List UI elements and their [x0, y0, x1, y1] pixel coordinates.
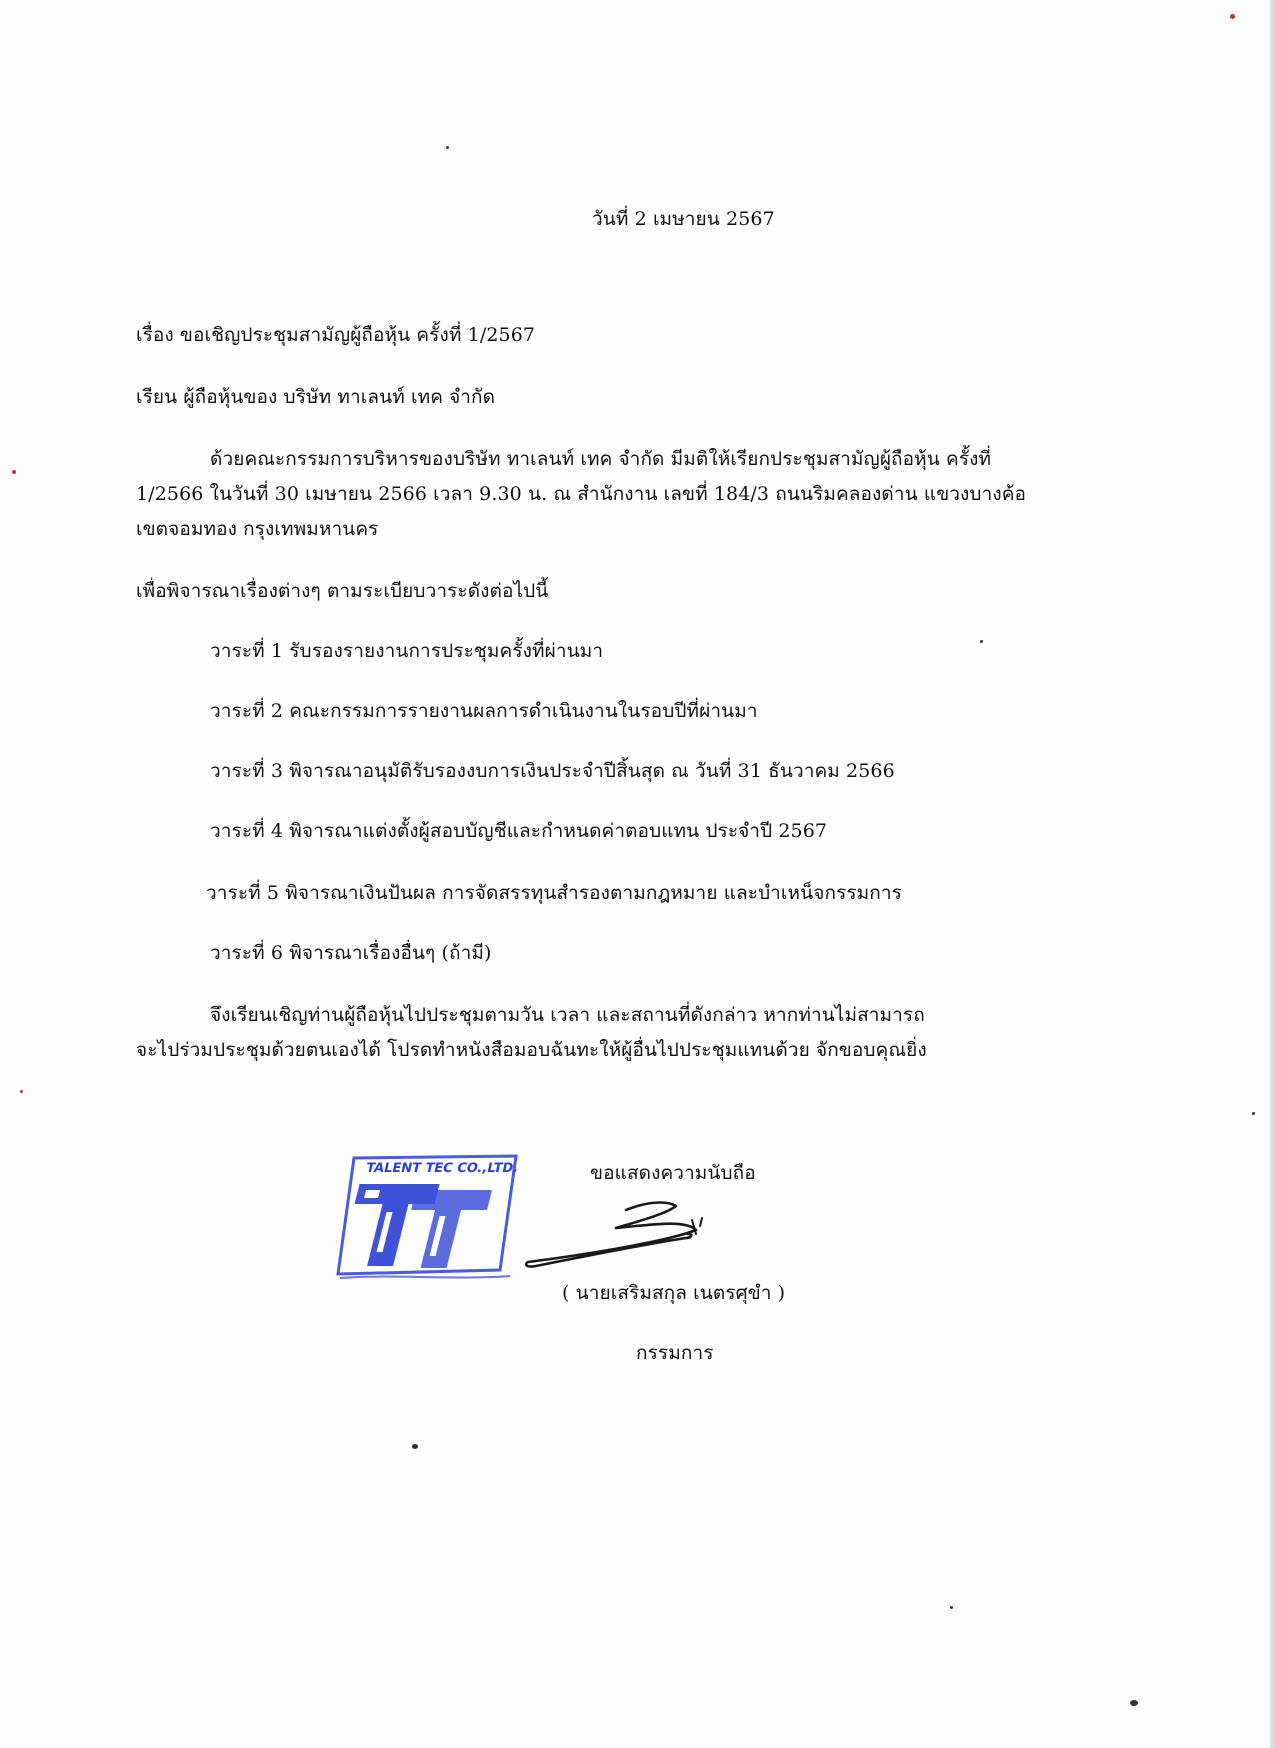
- signer-title: กรรมการ: [636, 1342, 714, 1364]
- closing-line: จะไปร่วมประชุมด้วยตนเองได้ โปรดทำหนังสือมอบฉันทะให้ผู้อื่นไปประชุมแทนด้วย จักขอบคุณยิ่ง: [136, 1039, 927, 1061]
- body-line: ด้วยคณะกรรมการบริหารของบริษัท ทาเลนท์ เทค จำกัด มีมติให้เรียกประชุมสามัญผู้ถือหุ้น ครั้งที่: [210, 448, 992, 470]
- letter-subject: เรื่อง ขอเชิญประชุมสามัญผู้ถือหุ้น ครั้งที่ 1/2567: [136, 324, 536, 346]
- letter-date: วันที่ 2 เมษายน 2567: [592, 208, 775, 230]
- scan-speck: [446, 146, 449, 149]
- signature: [516, 1194, 746, 1274]
- agenda-item: วาระที่ 2 คณะกรรมการรายงานผลการดำเนินงานในรอบปีที่ผ่านมา: [210, 700, 758, 722]
- scan-speck: [412, 1444, 418, 1449]
- closing-regards: ขอแสดงความนับถือ: [590, 1162, 756, 1184]
- agenda-item: วาระที่ 6 พิจารณาเรื่องอื่นๆ (ถ้ามี): [210, 942, 492, 964]
- company-stamp: [330, 1150, 520, 1290]
- scan-speck: [1252, 1112, 1255, 1115]
- agenda-intro: เพื่อพิจารณาเรื่องต่างๆ ตามระเบียบวาระดังต่อไปนี้: [136, 580, 549, 602]
- page-edge-shadow: [1270, 0, 1276, 1748]
- stamp-company-text: TALENT TEC CO.,LTD.: [364, 1161, 520, 1176]
- letter-recipient: เรียน ผู้ถือหุ้นของ บริษัท ทาเลนท์ เทค จำกัด: [136, 386, 496, 408]
- scan-speck: [1130, 1700, 1138, 1706]
- scan-speck: [1230, 14, 1235, 19]
- closing-paragraph: [136, 1002, 927, 1063]
- agenda-item: วาระที่ 5 พิจารณาเงินปันผล การจัดสรรทุนสำรองตามกฎหมาย และบำเหน็จกรรมการ: [206, 882, 902, 904]
- body-paragraph: [136, 446, 1076, 542]
- agenda-item: วาระที่ 1 รับรองรายงานการประชุมครั้งที่ผ่านมา: [210, 640, 604, 662]
- scan-speck: [12, 470, 16, 474]
- body-line: เขตจอมทอง กรุงเทพมหานคร: [136, 518, 379, 540]
- body-line: 1/2566 ในวันที่ 30 เมษายน 2566 เวลา 9.30 น. ณ สำนักงาน เลขที่ 184/3 ถนนริมคลองด่าน แขวงบางค้อ: [136, 483, 1027, 505]
- agenda-item: วาระที่ 3 พิจารณาอนุมัติรับรองงบการเงินประจำปีสิ้นสุด ณ วันที่ 31 ธันวาคม 2566: [210, 760, 895, 782]
- agenda-item: วาระที่ 4 พิจารณาแต่งตั้งผู้สอบบัญชีและกำหนดค่าตอบแทน ประจำปี 2567: [210, 820, 828, 842]
- scan-speck: [950, 1606, 953, 1609]
- scan-speck: [980, 640, 983, 643]
- signer-name: ( นายเสริมสกุล เนตรศุขำ ): [562, 1282, 786, 1304]
- closing-line: จึงเรียนเชิญท่านผู้ถือหุ้นไปประชุมตามวัน เวลา และสถานที่ดังกล่าว หากท่านไม่สามารถ: [210, 1004, 925, 1026]
- scan-speck: [20, 1090, 23, 1093]
